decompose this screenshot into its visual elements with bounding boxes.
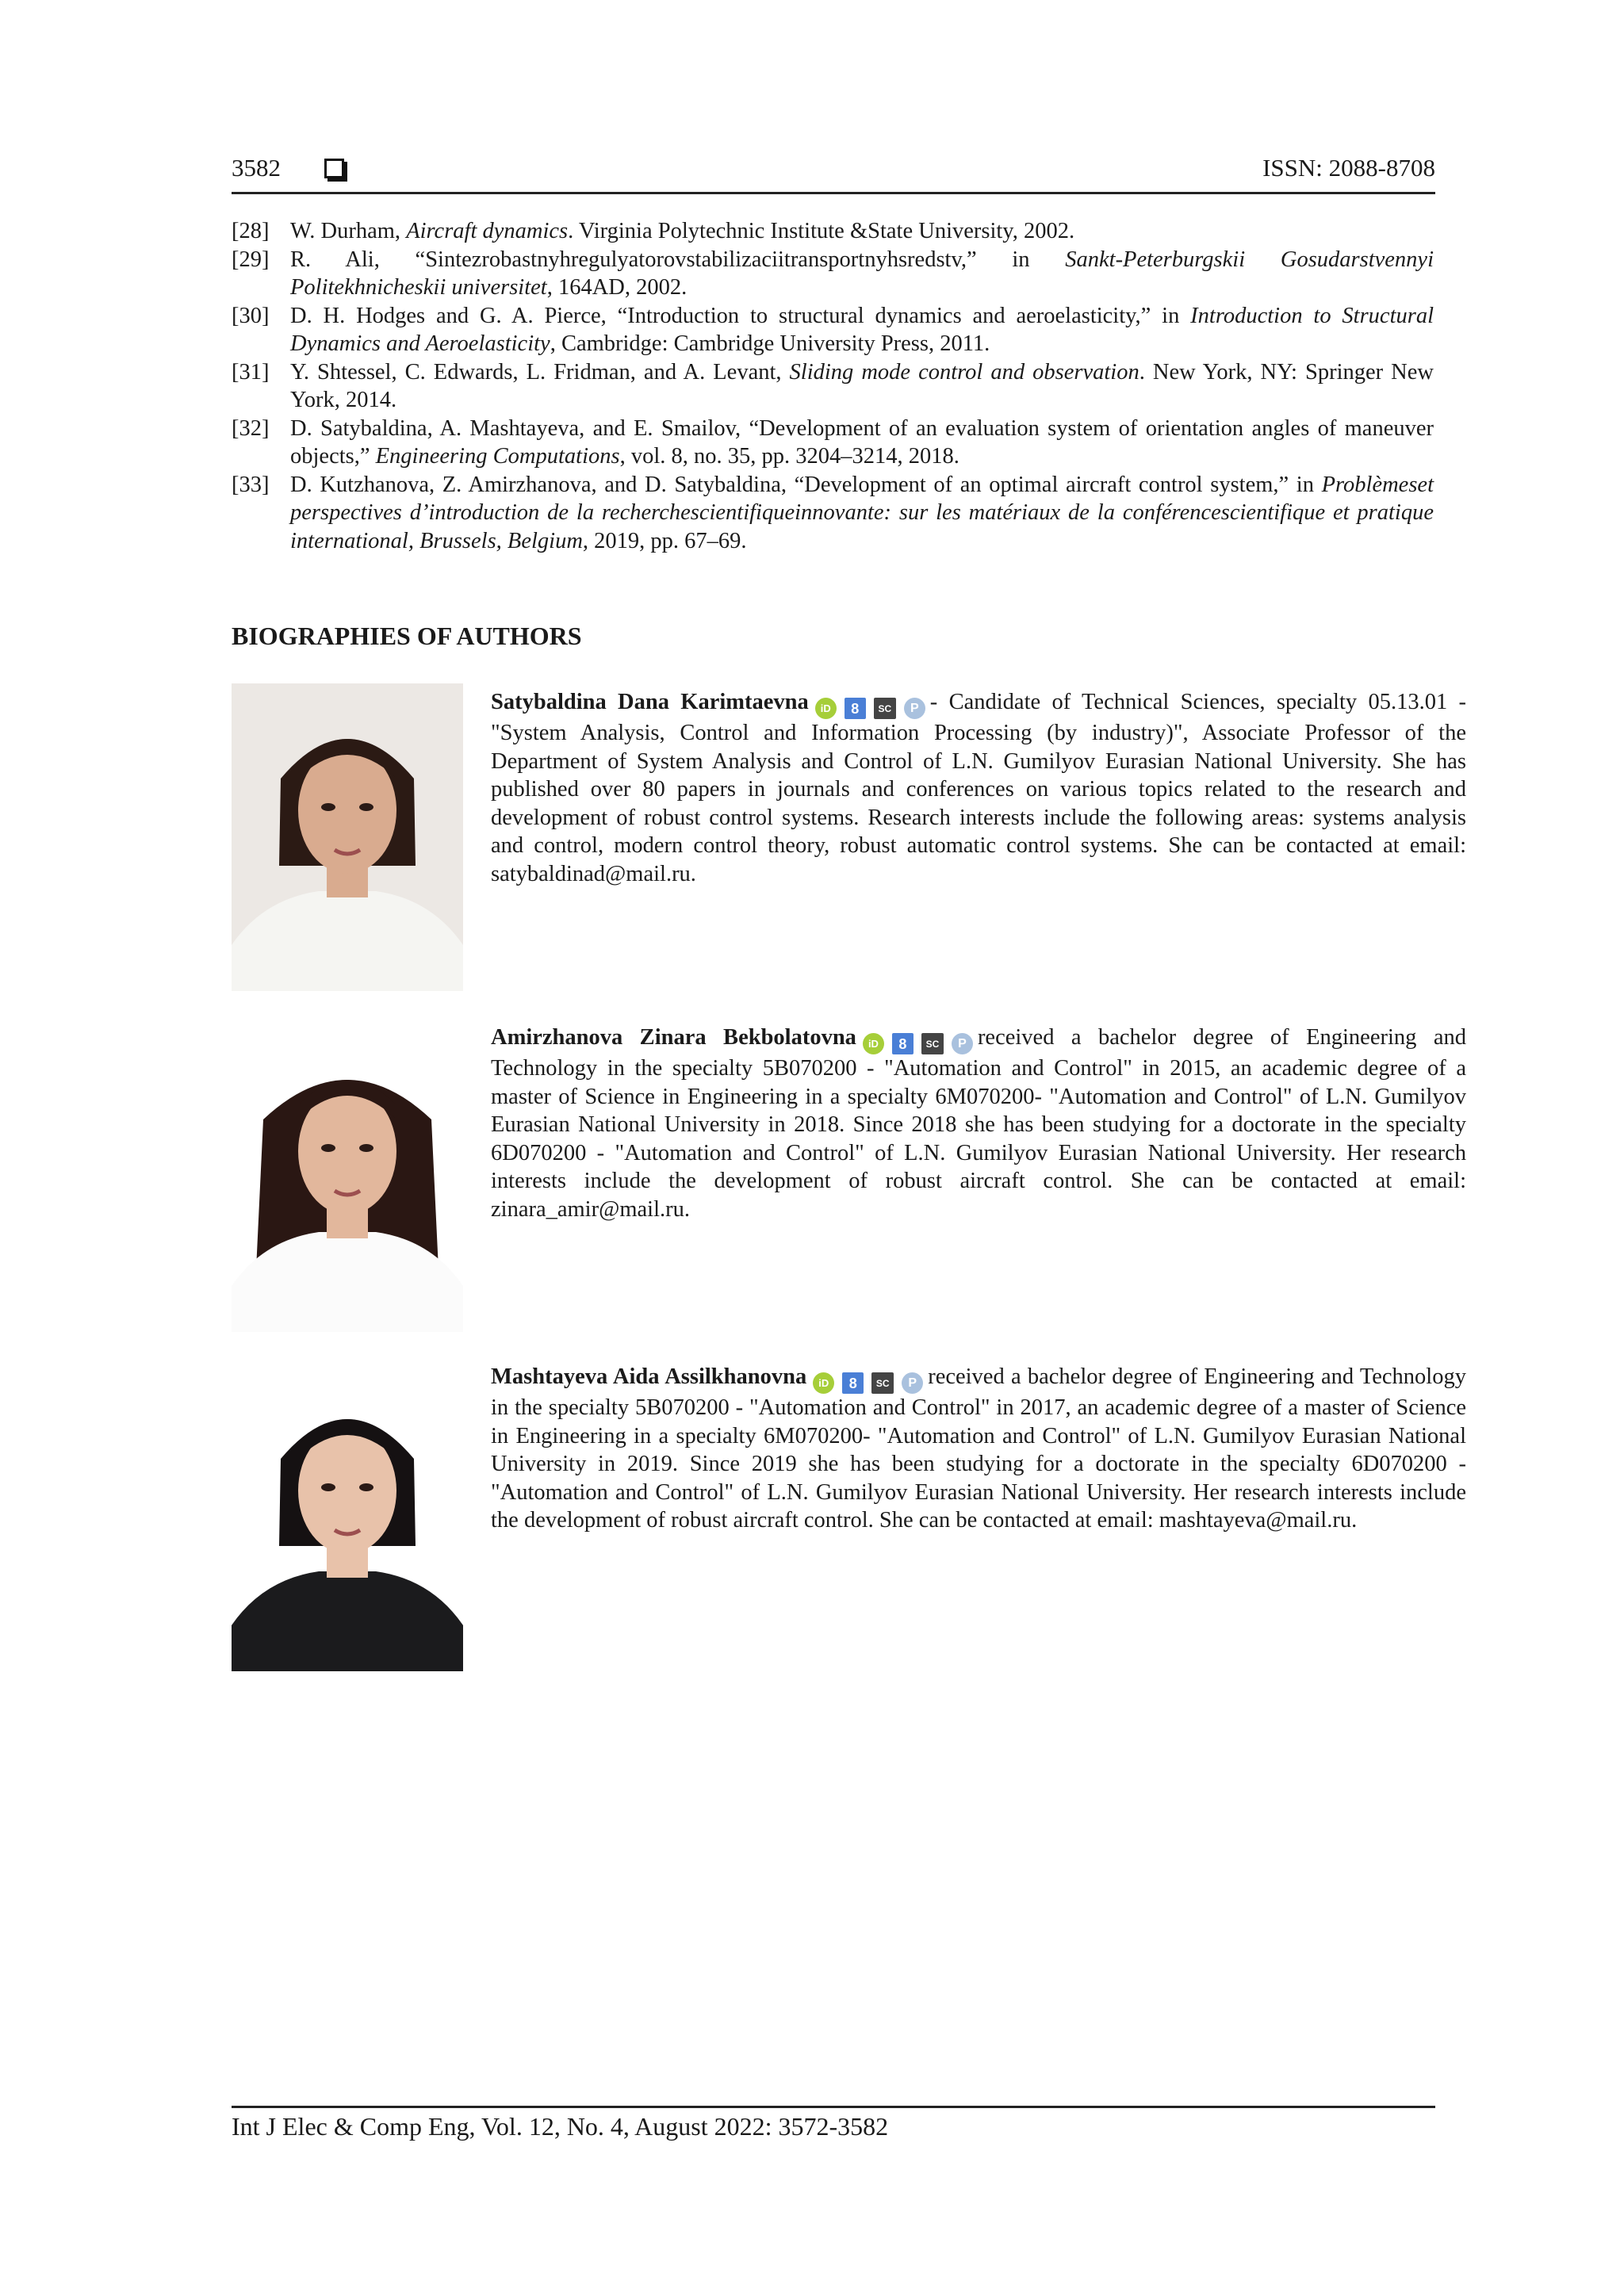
google-scholar-icon[interactable]: 8 [845, 698, 866, 719]
publons-icon[interactable]: P [952, 1033, 973, 1054]
publons-icon[interactable]: P [904, 698, 925, 719]
author-name: Satybaldina Dana Karimtaevna [491, 690, 809, 714]
reference-item [232, 302, 1434, 358]
orcid-icon[interactable]: iD [815, 698, 837, 719]
scopus-icon[interactable]: SC [874, 698, 896, 719]
author-name: Amirzhanova Zinara Bekbolatovna [491, 1025, 856, 1050]
profile-links [863, 1033, 973, 1054]
page-header [232, 151, 1435, 194]
author-photo-amirzhanova [232, 1024, 463, 1332]
footer-rule [232, 2106, 1435, 2108]
reference-text: D. Kutzhanova, Z. Amirzhanova, and D. Satybaldina, “Development of an optimal aircraft control system,” in Problèmeset perspectives d’introduction de la recherchescientifiqueinnovante: sur les matériaux de la conférencescientifique et pratique international, Brussels, Belgium, 2019, pp. 67–69. [290, 472, 1434, 553]
reference-text: D. Satybaldina, A. Mashtayeva, and E. Smailov, “Development of an evaluation system of orientation angles of maneuver objects,” Engineering Computations, vol. 8, no. 35, pp. 3204–3214, 2018. [290, 415, 1434, 469]
section-title: BIOGRAPHIES OF AUTHORS [232, 622, 582, 650]
author-bio-text: received a bachelor degree of Engineering and Technology in the specialty 5B070200 - "Automation and Control" in 2015, an academic degree of a master of Science in Engineering in a specialty 6M070200- "Automation and Control" of L.N. Gumilyov Eurasian National University in 2018. Since 2018 she has been studying for a doctorate in the specialty 6D070200 - "Automation and Control" of L.N. Gumilyov Eurasian National University. Her research interests include the development of robust aircraft control. She can be contacted at email: zinara_amir@mail.ru. [491, 1025, 1466, 1222]
orcid-icon[interactable]: iD [863, 1033, 884, 1054]
portrait-illustration [232, 1024, 463, 1332]
reference-text: W. Durham, Aircraft dynamics. Virginia Polytechnic Institute &State University, 2002. [290, 219, 1075, 243]
orcid-icon[interactable]: iD [813, 1372, 834, 1394]
portrait-illustration [232, 683, 463, 991]
issn-label: ISSN: 2088-8708 [1262, 154, 1435, 182]
google-scholar-icon[interactable]: 8 [842, 1372, 864, 1394]
publons-icon[interactable]: P [902, 1372, 923, 1394]
page-number: 3582 [232, 154, 281, 182]
reference-text: D. H. Hodges and G. A. Pierce, “Introduction to structural dynamics and aeroelasticity,” in Introduction to Structural Dynamics and Aeroelasticity, Cambridge: Cambridge University Press, 2011. [290, 303, 1434, 356]
reference-item [232, 415, 1434, 471]
author-name: Mashtayeva Aida Assilkhanovna [491, 1364, 807, 1389]
checkbox-icon [324, 159, 344, 178]
reference-list [232, 217, 1434, 555]
reference-number: [32] [232, 415, 270, 441]
author-bio-amirzhanova [491, 1024, 1466, 1223]
reference-number: [33] [232, 472, 270, 497]
reference-item [232, 217, 1434, 246]
author-bio-text: - Candidate of Technical Sciences, specialty 05.13.01 - "System Analysis, Control and Information Processing (by industry)", Associate Professor of the Department of System Analysis and Control of L.N. Gumilyov Eurasian National University. She has published over 80 papers in journals and conferences on various topics related to the research and development of robust control systems. Research interests include the following areas: systems analysis and control, modern control theory, robust automatic control systems. She can be contacted at email: satybaldinad@mail.ru. [491, 690, 1467, 886]
reference-text: Y. Shtessel, C. Edwards, L. Fridman, and A. Levant, Sliding mode control and observation. New York, NY: Springer New York, 2014. [290, 359, 1434, 412]
scopus-icon[interactable]: SC [921, 1033, 944, 1054]
reference-number: [30] [232, 303, 270, 328]
author-bio-mashtayeva [491, 1363, 1466, 1535]
reference-item [232, 358, 1434, 415]
reference-number: [28] [232, 219, 270, 243]
portrait-illustration [232, 1364, 463, 1671]
author-photo-mashtayeva [232, 1364, 463, 1671]
reference-text: R. Ali, “Sintezrobastnyhregulyatorovstabilizaciitransportnyhsredstv,” in Sankt-Peterburgskii Gosudarstvennyi Politekhnicheskii universitet, 164AD, 2002. [290, 247, 1434, 300]
profile-links [815, 698, 925, 719]
google-scholar-icon[interactable]: 8 [892, 1033, 914, 1054]
author-bio-satybaldina [491, 688, 1466, 888]
footer-citation: Int J Elec & Comp Eng, Vol. 12, No. 4, August 2022: 3572-3582 [232, 2112, 889, 2141]
scopus-icon[interactable]: SC [871, 1372, 894, 1394]
profile-links [813, 1372, 923, 1394]
reference-item [232, 246, 1434, 302]
reference-number: [31] [232, 359, 270, 385]
author-bio-text: received a bachelor degree of Engineering and Technology in the specialty 5B070200 - "Automation and Control" in 2017, an academic degree of a master of Science in Engineering in a specialty 6M070200- "Automation and Control" of L.N. Gumilyov Eurasian National University in 2019. Since 2019 she has been studying for a doctorate in the specialty 6D070200 - "Automation and Control" of L.N. Gumilyov Eurasian National University. Her research interests include the development of robust aircraft control. She can be contacted at email: mashtayeva@mail.ru. [491, 1364, 1466, 1533]
author-photo-satybaldina [232, 683, 463, 991]
reference-number: [29] [232, 247, 270, 272]
reference-item [232, 471, 1434, 556]
